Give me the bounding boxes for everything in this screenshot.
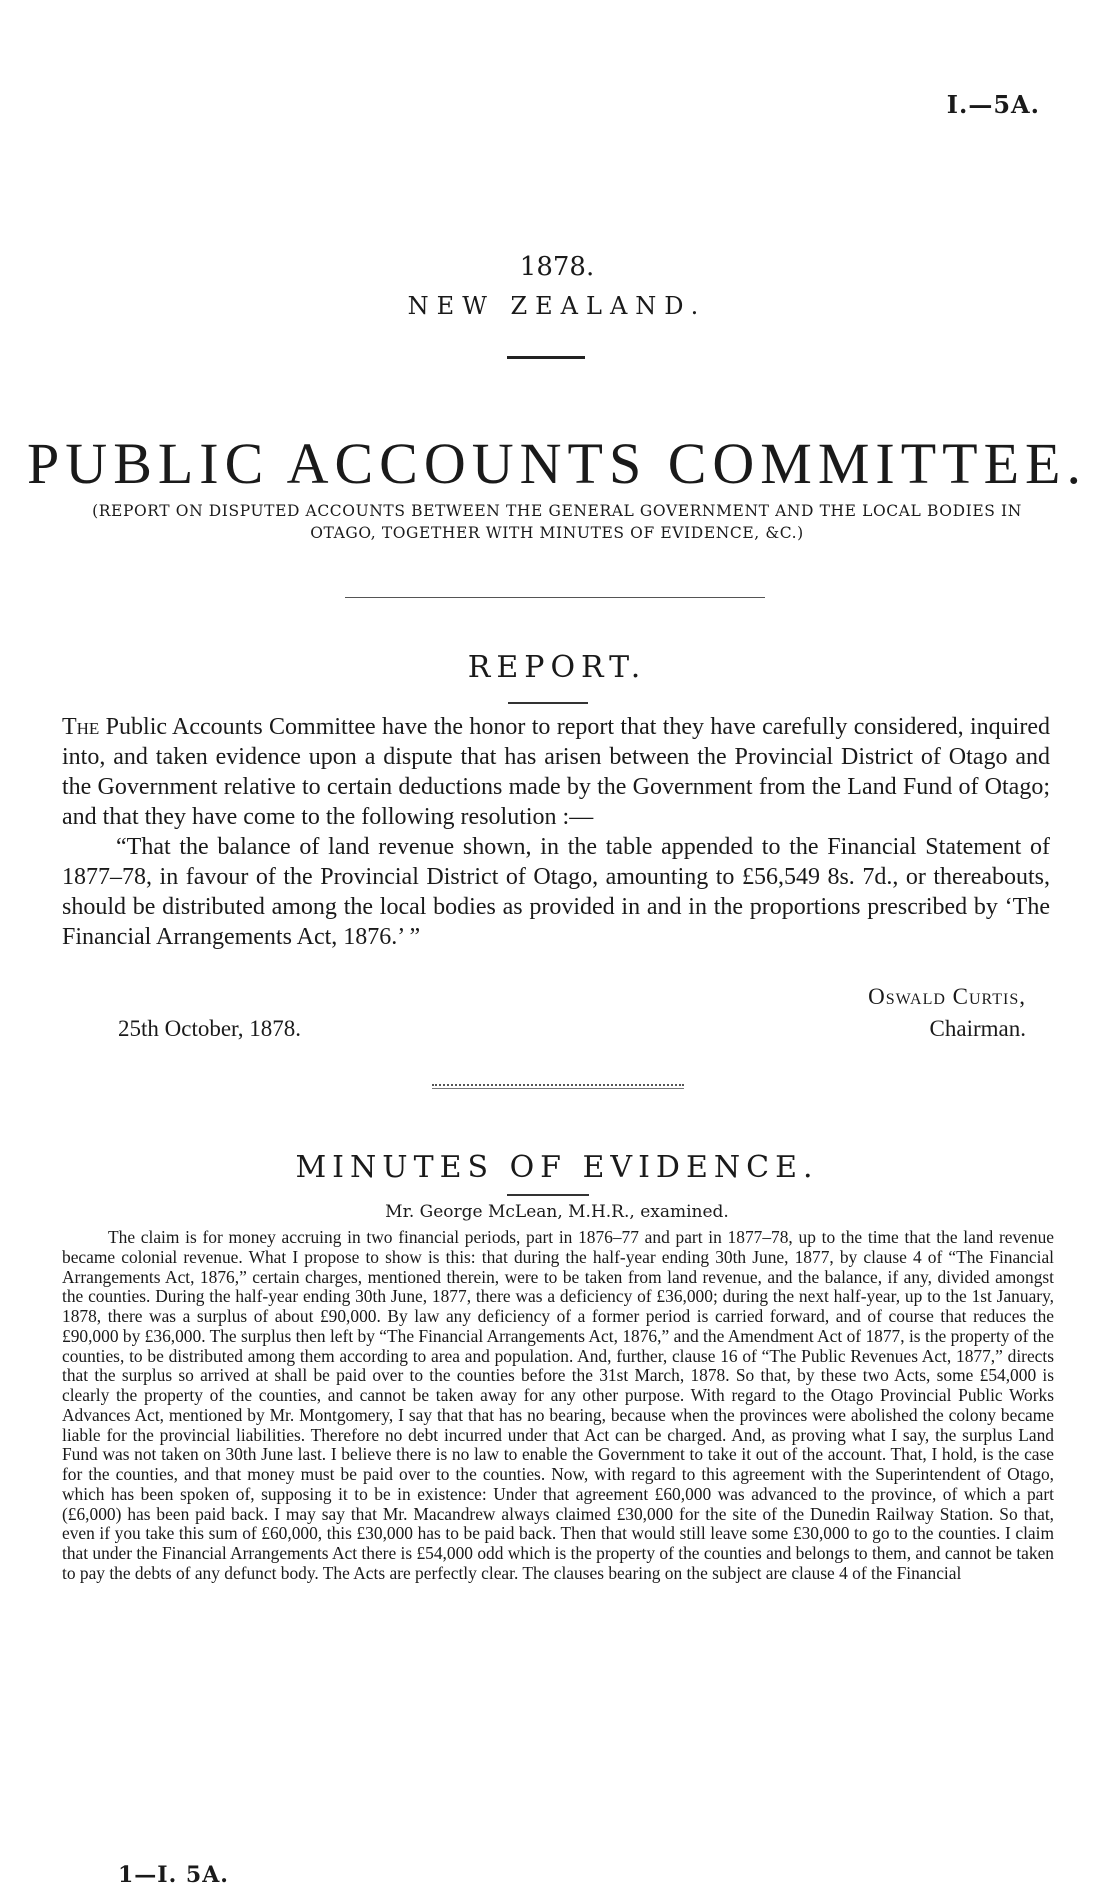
- evidence-body: [62, 1228, 1054, 1584]
- report-paragraph: [62, 712, 1050, 832]
- country: NEW ZEALAND.: [407, 292, 707, 320]
- signatory-name: Oswald Curtis,: [868, 984, 1026, 1009]
- document-title: PUBLIC ACCOUNTS COMMITTEE.: [27, 431, 1087, 496]
- report-body: [62, 712, 1050, 952]
- witness-line: Mr. George McLean, M.H.R., examined.: [385, 1202, 729, 1222]
- year: 1878.: [519, 252, 595, 282]
- lead-word: The: [62, 714, 100, 740]
- divider-rule: [432, 1088, 684, 1089]
- divider-rule: [432, 1084, 684, 1086]
- minutes-heading: MINUTES OF EVIDENCE.: [295, 1150, 819, 1185]
- report-text: Public Accounts Committee have the honor to report that they have carefully considered, inquired into, and taken evidence upon a dispute that has arisen between the Provincial District of Otago and the Government relative to certain deductions made by the Government from the Land Fund of Otago; and that they have come to the following resolution :—: [62, 714, 1050, 830]
- report-date: 25th October, 1878.: [118, 1016, 302, 1041]
- divider-rule: [507, 356, 585, 359]
- divider-rule: [508, 702, 588, 704]
- resolution-text: “That the balance of land revenue shown, in the table appended to the Financial Statement of 1877–78, in favour of the Provincial District of Otago, amounting to £56,549 8s. 7d., or thereabouts, should be distributed among the local bodies as provided in and in the proportions prescribed by ‘The Financial Arrangements Act, 1876.’ ”: [62, 834, 1050, 950]
- document-subtitle: (REPORT ON DISPUTED ACCOUNTS BETWEEN THE GENERAL GOVERNMENT AND THE LOCAL BODIES IN OTAGO, TOGETHER WITH MINUTES OF EVIDENCE, &C.): [92, 502, 1022, 542]
- report-heading: REPORT.: [467, 650, 647, 685]
- paper-reference: I.—5A.: [946, 90, 1040, 119]
- footer-reference: 1—I. 5A.: [118, 1862, 229, 1888]
- divider-rule: [507, 1194, 589, 1196]
- divider-rule: [345, 597, 765, 598]
- signatory-title: Chairman.: [929, 1016, 1026, 1041]
- evidence-paragraph: The claim is for money accruing in two financial periods, part in 1876–77 and part in 1877–78, up to the time that the land revenue became colonial revenue. What I propose to show is this: that during the half-year ending 30th June, 1877, by clause 4 of “The Financial Arrangements Act, 1876,” certain charges, mentioned therein, were to be taken from land revenue, and the balance, if any, divided amongst the counties. During the half-year ending 30th June, 1877, there was a deficiency of £36,000; during the next half-year, up to the 1st January, 1878, there was a surplus of about £90,000. By law any deficiency of a former period is carried forward, and of course that reduces the £90,000 by £36,000. The surplus then left by “The Financial Arrangements Act, 1876,” and the Amendment Act of 1877, is the property of the counties, to be distributed among them according to area and population. And, further, clause 16 of “The Public Revenues Act, 1877,” directs that the surplus so arrived at shall be paid over to the counties before the 31st March, 1878. So that, by these two Acts, some £54,000 is clearly the property of the counties, and cannot be taken away for any other purpose. With regard to the Otago Provincial Public Works Advances Act, mentioned by Mr. Montgomery, I say that that has no bearing, because when the provinces were abolished the colony became liable for the provincial liabilities. Therefore no debt incurred under that Act can be charged. And, as proving what I say, the surplus Land Fund was not taken on 30th June last. I believe there is no law to enable the Government to take it out of the account. That, I hold, is the case for the counties, and that money must be paid over to the counties. Now, with regard to this agreement with the Superintendent of Otago, which has been spoken of, supposing it to be in existence: Under that agreement £60,000 was advanced to the province, of which a part (£6,000) has been paid back. I may say that Mr. Macandrew always claimed £30,000 for the site of the Dunedin Railway Station. So that, even if you take this sum of £60,000, this £30,000 has to be paid back. Then that would still leave some £30,000 to go to the counties. I claim that under the Financial Arrangements Act there is £54,000 odd which is the property of the counties and belongs to them, and cannot be taken to pay the debts of any defunct body. The Acts are perfectly clear. The clauses bearing on the subject are clause 4 of the Financial: [62, 1227, 1054, 1583]
